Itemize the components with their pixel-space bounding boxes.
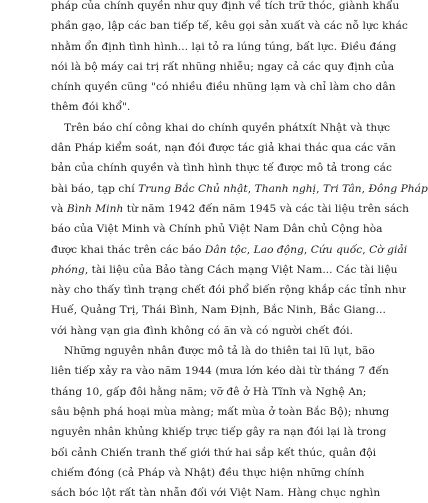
text-line: [51, 240, 408, 260]
text-line: Huế, Quảng Trị, Thái Bình, Nam Định, Bắc Ninh, Bắc Giang...: [51, 304, 386, 317]
text-run: ,: [247, 182, 255, 195]
text-line: sâu bệnh phá hoại mùa màng; mất mùa ở toàn Bắc Bộ); nhưng: [51, 405, 390, 418]
text-line: nhằm ổn định tình hình... lại tỏ ra lúng túng, bất lực. Điều đáng: [51, 40, 397, 53]
text-line: dân Pháp kiểm soát, nạn đói được tác giả khai thác qua các văn: [51, 142, 396, 155]
text-line: chiếm đóng (cả Pháp và Nhật) đều thực hiện những chính: [51, 466, 365, 479]
text-run: và: [51, 202, 67, 215]
text-run: ,: [316, 182, 323, 195]
text-line: pháp của chính quyền như quy định về tích trữ thóc, giành khẩu: [51, 0, 400, 12]
text-line: nguyên nhân khủng khiếp trực tiếp gây ra nạn đói lại là trong: [51, 426, 387, 439]
text-line: Những nguyên nhân được mô tả là do thiên tai lũ lụt, bão: [64, 345, 375, 358]
text-line: thêm đói khổ".: [51, 101, 131, 114]
text-line: tháng 10, gấp đôi hằng năm; vỡ đê ở Hà Tĩnh và Nghệ An;: [51, 385, 367, 398]
text-line: [51, 179, 428, 199]
periodical-title: phóng: [51, 263, 85, 276]
text-line: này cho thấy tình trạng chết đói phổ biến rộng khắp các tỉnh như: [51, 284, 406, 297]
text-run: từ năm 1942 đến năm 1945 và các tài liệu trên sách: [123, 202, 410, 215]
periodical-title: Dân tộc: [204, 243, 247, 256]
text-run: ,: [303, 243, 311, 256]
periodical-title: Cờ giải: [369, 243, 408, 256]
periodical-title: Trung Bắc Chủ nhật: [138, 182, 248, 195]
body-text: [51, 0, 428, 503]
periodical-title: Bình Minh: [66, 202, 124, 215]
text-line: phần gạo, lập các ban tiếp tế, kêu gọi sản xuất và các nỗ lực khác: [51, 20, 408, 33]
periodical-title: Thanh nghị: [254, 182, 317, 195]
text-line: bản của chính quyền và tình hình thực tế được mô tả trong các: [51, 162, 392, 175]
periodical-title: Tri Tân: [322, 182, 362, 195]
text-run: ,: [246, 243, 254, 256]
text-line: chính quyền cũng "có nhiều điều nhũng lạm và chỉ làm cho dân: [51, 81, 396, 94]
periodical-title: Cứu quốc: [310, 243, 363, 256]
text-line: liên tiếp xảy ra vào năm 1944 (mưa lớn kéo dài từ tháng 7 đến: [51, 365, 389, 378]
text-run: được khai thác trên các báo: [51, 243, 205, 256]
text-line: [51, 260, 398, 280]
text-line: nói là bộ máy cai trị rất nhũng nhiễu; ngay cả các quy định của: [51, 60, 395, 73]
periodical-title: Đông Pháp: [368, 182, 428, 195]
periodical-title: Lao động: [253, 243, 304, 256]
text-line: với hàng vạn gia đình không có ăn và có người chết đói.: [51, 324, 354, 337]
text-run: , tài liệu của Bảo tàng Cách mạng Việt Nam... Các tài liệu: [84, 263, 398, 276]
text-run: bài báo, tạp chí: [51, 182, 139, 195]
text-run: ,: [361, 182, 369, 195]
text-line: Trên báo chí công khai do chính quyền phátxít Nhật và thực: [64, 121, 391, 134]
text-line: bối cảnh Chiến tranh thế giới thứ hai sắp kết thúc, quân đội: [51, 446, 377, 459]
text-line: báo của Việt Minh và Chính phủ Việt Nam Dân chủ Cộng hòa: [51, 223, 383, 236]
text-run: ,: [362, 243, 370, 256]
text-line: [51, 199, 410, 219]
text-line: sách bóc lột rất tàn nhẫn đối với Việt Nam. Hàng chục nghìn: [51, 487, 381, 500]
